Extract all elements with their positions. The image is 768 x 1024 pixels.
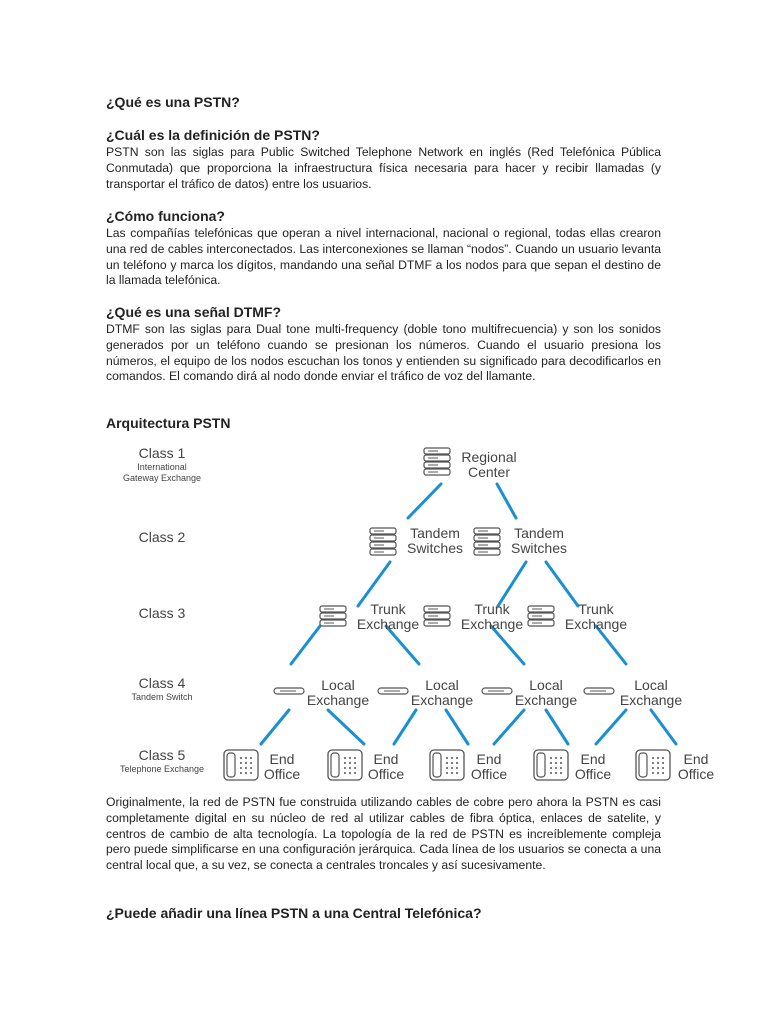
trunk-exchange-label: Trunk xyxy=(474,601,510,617)
end-office-label: Office xyxy=(367,766,405,782)
section-body: PSTN son las siglas para Public Switched Telephone Network en inglés (Red Telefónica Pública Conmutada) que proporciona la infraestructura física necesaria para hacer y recibir llamadas (y transportar el tráfico de datos) entre los usuarios. xyxy=(106,145,661,191)
connection-line xyxy=(291,626,320,664)
regional-center-label: Regional xyxy=(461,449,517,465)
section-dtmf xyxy=(106,304,661,385)
connection-line xyxy=(408,484,441,518)
section-heading: ¿Cuál es la definición de PSTN? xyxy=(106,127,320,143)
trunk-exchange-label: Exchange xyxy=(356,616,420,632)
end-office-label: End xyxy=(580,751,606,767)
tandem-switches-label: Tandem xyxy=(514,525,564,541)
closing-paragraph: Originalmente, la red de PSTN fue construida utilizando cables de cobre pero ahora la PSTN es casi completamente digital en su núcleo de red al utilizar cables de fibra óptica, enlaces de satelite, y centros de cambio de alta tecnología. La topología de la red de PSTN es increíblemente compleja pero puede simplificarse en una configuración jerárquica. Cada línea de los usuarios se conecta a una central local que, a su vez, se conecta a centrales troncales y así sucesivamente. xyxy=(106,795,661,873)
end-office-label: End xyxy=(373,751,399,767)
tandem-switches-label: Switches xyxy=(510,540,568,556)
section-closing xyxy=(106,795,661,874)
server-stack-icon xyxy=(424,606,450,626)
regional-center-label: Center xyxy=(467,464,511,480)
connection-line xyxy=(596,710,626,744)
server-stack-icon xyxy=(320,606,346,626)
telephone-icon xyxy=(636,750,670,780)
section-how-it-works xyxy=(106,208,661,289)
class-labels xyxy=(120,445,204,774)
connection-line xyxy=(446,710,468,744)
connection-line xyxy=(498,562,526,606)
class-sublabel: Gateway Exchange xyxy=(122,473,202,483)
class-label: Class 1 xyxy=(138,445,186,461)
end-office-label: Office xyxy=(470,766,508,782)
section-heading: ¿Qué es una señal DTMF? xyxy=(106,304,282,320)
section-heading: ¿Cómo funciona? xyxy=(106,208,225,224)
local-exchange-label: Exchange xyxy=(306,692,370,708)
class-label: Class 4 xyxy=(138,675,186,691)
tandem-switches-label: Tandem xyxy=(410,525,460,541)
section-body: DTMF son las siglas para Dual tone multi-frequency (doble tono multifrecuencia) y son los sonidos generados por un teléfono cuando se presionan los números. Cuando el usuario presiona los números, el equipo de los nodos escuchan los tonos y entienden su significado para decodificarlos en comandos. El comando dirá al nodo donde enviar el tráfico de voz del llamante. xyxy=(106,322,661,384)
network-nodes xyxy=(224,448,714,782)
connection-line xyxy=(494,710,524,744)
telephone-icon xyxy=(328,750,362,780)
local-exchange-label: Local xyxy=(529,677,563,693)
switch-icon xyxy=(378,688,408,694)
local-exchange-label: Exchange xyxy=(619,692,683,708)
connection-line xyxy=(546,562,578,606)
server-stack-icon xyxy=(528,606,554,626)
server-stack-icon xyxy=(370,528,396,555)
connection-line xyxy=(497,484,516,518)
section-body: Las compañías telefónicas que operan a nivel internacional, nacional o regional, todas ellas crearon una red de cables interconectados. Las interconexiones se llaman “nodos”. Cuando un usuario levanta un teléfono y marca los dígitos, mandando una señal DTMF a los nodos para que sepan el destino de la llamada telefónica. xyxy=(106,226,661,288)
end-office-label: End xyxy=(683,751,709,767)
connection-line xyxy=(394,710,416,744)
class-sublabel: Telephone Exchange xyxy=(119,764,205,774)
class-label: Class 2 xyxy=(138,529,186,545)
telephone-icon xyxy=(224,750,258,780)
next-question-heading: ¿Puede añadir una línea PSTN a una Central Telefónica? xyxy=(106,905,482,921)
connection-line xyxy=(261,710,289,744)
trunk-exchange-label: Exchange xyxy=(564,616,628,632)
end-office-label: End xyxy=(476,751,502,767)
server-stack-icon xyxy=(474,528,500,555)
switch-icon xyxy=(482,688,512,694)
local-exchange-label: Local xyxy=(425,677,459,693)
telephone-icon xyxy=(430,750,464,780)
tandem-switches-label: Switches xyxy=(406,540,464,556)
class-sublabel: Tandem Switch xyxy=(131,692,193,702)
trunk-exchange-label: Trunk xyxy=(578,601,614,617)
end-office-label: Office xyxy=(263,766,301,782)
connection-line xyxy=(358,562,390,606)
switch-icon xyxy=(274,688,304,694)
end-office-label: Office xyxy=(574,766,612,782)
switch-icon xyxy=(584,688,614,694)
end-office-label: Office xyxy=(677,766,715,782)
local-exchange-label: Exchange xyxy=(410,692,474,708)
class-label: Class 3 xyxy=(138,605,186,621)
trunk-exchange-label: Trunk xyxy=(370,601,406,617)
local-exchange-label: Local xyxy=(321,677,355,693)
class-sublabel: International xyxy=(137,462,187,472)
local-exchange-label: Local xyxy=(634,677,668,693)
telephone-icon xyxy=(534,750,568,780)
connection-line xyxy=(651,710,676,744)
local-exchange-label: Exchange xyxy=(514,692,578,708)
page-title: ¿Qué es una PSTN? xyxy=(106,94,240,110)
section-definition xyxy=(106,127,661,192)
server-stack-icon xyxy=(424,448,450,475)
trunk-exchange-label: Exchange xyxy=(460,616,524,632)
connection-line xyxy=(328,710,364,744)
connection-line xyxy=(546,710,568,744)
architecture-heading: Arquitectura PSTN xyxy=(106,415,231,431)
class-label: Class 5 xyxy=(138,747,186,763)
pstn-hierarchy-diagram xyxy=(106,438,715,788)
end-office-label: End xyxy=(269,751,295,767)
